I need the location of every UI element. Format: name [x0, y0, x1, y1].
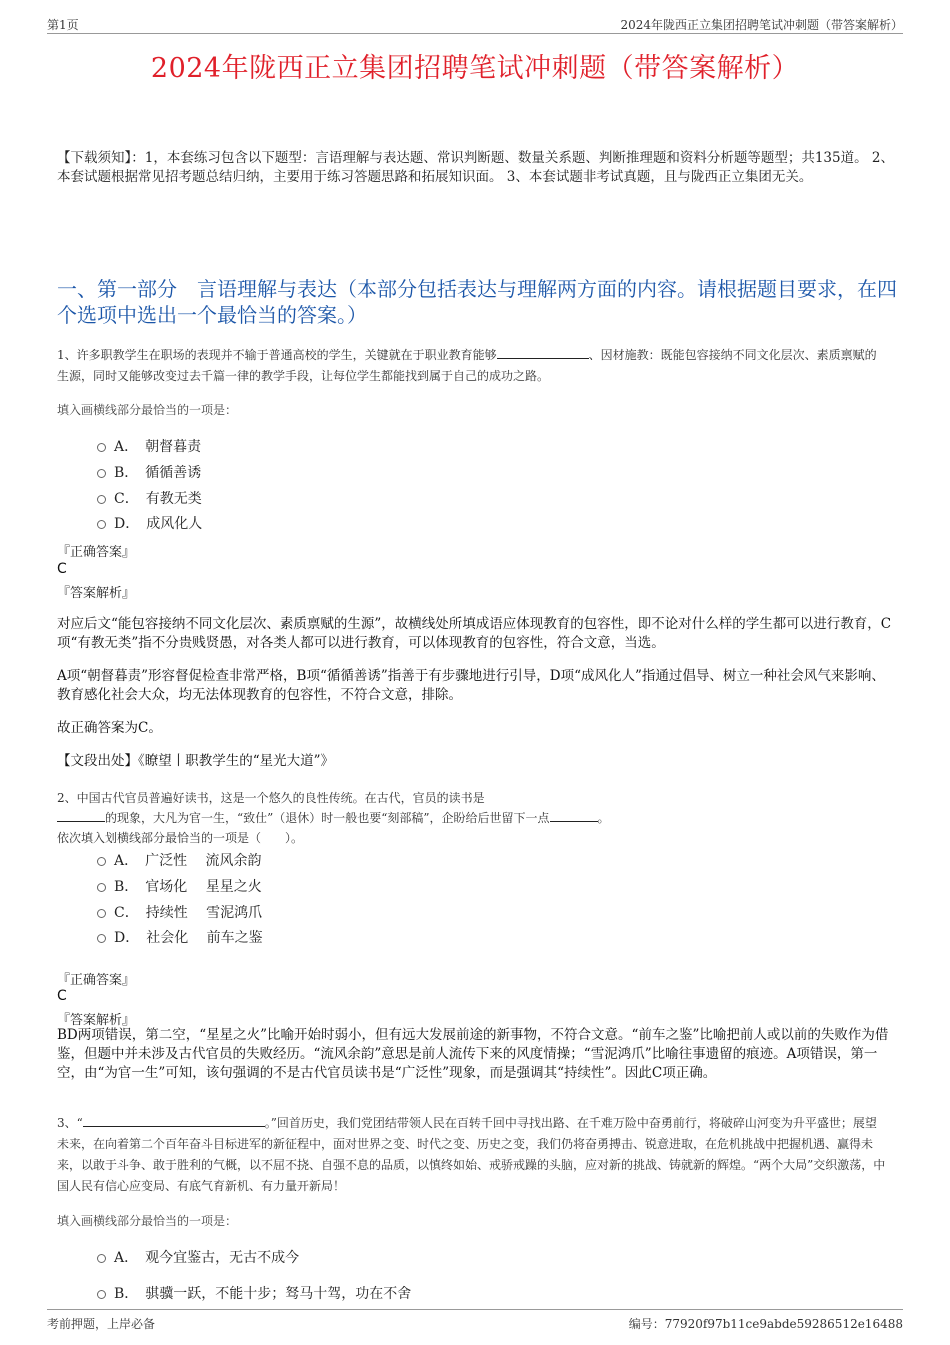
- q2-option-a[interactable]: A． 广泛性 流风余韵: [97, 850, 262, 870]
- q2-analysis: BD两项错误，第二空，“星星之火”比喻开始时弱小，但有远大发展前途的新事物，不符合文意。“前车之鉴”比喻把前人或以前的失败作为借鉴，但题中并未涉及古代官员的失败经历。“流风余韵”意思是前人流传下来的风度情操；“雪泥鸿爪”比喻往事遗留的痕迹。A项错误，第一空，由“为官一生”可知，该句强调的不是古代官员读书是“广泛性”现象，而是强调其“持续性”。因此C项正确。: [57, 1027, 889, 1081]
- radio-icon[interactable]: [97, 909, 106, 918]
- radio-icon[interactable]: [97, 1254, 106, 1263]
- q2-line-1: 2、中国古代官员普遍好读书，这是一个悠久的良性传统。在古代，官员的读书是: [57, 791, 485, 805]
- header-doc-title: 2024年陇西正立集团招聘笔试冲刺题（带答案解析）: [620, 18, 903, 32]
- q1-hint: 填入画横线部分最恰当的一项是：: [57, 403, 238, 417]
- q2-analysis-label: 『答案解析』: [57, 1013, 136, 1028]
- radio-icon[interactable]: [97, 1290, 106, 1299]
- fill-blank: [550, 810, 598, 822]
- question-2-text: 2、中国古代官员普遍好读书，这是一个悠久的良性传统。在古代，官员的读书是 的现象，大凡为官一生，“致仕”（退休）时一般也要“刻部稿”，企盼给后世留下一点 。 依次填入划横线部分最恰当的一项是（ ）。: [57, 788, 887, 848]
- fill-blank: [83, 1115, 265, 1127]
- fill-blank: [497, 347, 589, 359]
- page-footer: [47, 1309, 903, 1331]
- radio-icon[interactable]: [97, 443, 106, 452]
- q1-answer-label: 『正确答案』: [57, 545, 136, 560]
- footer-slogan: 考前押题，上岸必备: [47, 1317, 156, 1331]
- radio-icon[interactable]: [97, 857, 106, 866]
- q2-line-2: 的现象，大凡为官一生，“致仕”（退休）时一般也要“刻部稿”，企盼给后世留下一点: [105, 811, 550, 825]
- q1-analysis-1: 对应后文“能包容接纳不同文化层次、素质禀赋的生源”，故横线处所填成语应体现教育的包容性，即不论对什么样的学生都可以进行教育，C项“有教无类”指不分贵贱贤愚，对各类人都可以进行教育，可以体现教育的包容性，符合文意，当选。: [57, 616, 892, 651]
- radio-icon[interactable]: [97, 934, 106, 943]
- footer-doc-id: 编号：77920f97b11ce9abde59286512e16488: [628, 1317, 903, 1331]
- radio-icon[interactable]: [97, 883, 106, 892]
- radio-icon[interactable]: [97, 495, 106, 504]
- q2-option-b[interactable]: B． 官场化 星星之火: [97, 876, 262, 896]
- q3-option-a[interactable]: A． 观今宜鉴古，无古不成今: [97, 1247, 299, 1267]
- q1-text-part-a: 1、许多职教学生在职场的表现并不输于普通高校的学生，关键就在于职业教育能够: [57, 348, 497, 362]
- q2-hint: 依次填入划横线部分最恰当的一项是（ ）。: [57, 831, 304, 845]
- question-3-text: [57, 1113, 887, 1197]
- q1-source: 【文段出处】《瞭望丨职教学生的“星光大道”》: [57, 753, 335, 769]
- q1-option-d[interactable]: D． 成风化人: [97, 513, 202, 533]
- q2-option-d[interactable]: D． 社会化 前车之鉴: [97, 927, 263, 947]
- page-header: [47, 14, 903, 34]
- download-notice: 【下载须知】：1，本套练习包含以下题型：言语理解与表达题、常识判断题、数量关系题、判断推理题和资料分析题等题型；共135道。 2、本套试题根据常见招考题总结归纳，主要用于练习答题思路和拓展知识面。 3、本套试题非考试真题，且与陇西正立集团无关。: [57, 150, 894, 185]
- q3-text-part-b: 。”回首历史，我们党团结带领人民在百转千回中寻找出路、在千难万险中奋勇前行，将破碎山河变为升平盛世；展望未来，在向着第二个百年奋斗目标进军的新征程中，面对世界之变、时代之变、历史之变，我们仍将奋勇搏击、锐意进取，在危机挑战中把握机遇、赢得未来，以敢于斗争、敢于胜利的气概，以不屈不挠、自强不息的品质，以慎终如始、戒骄戒躁的头脑，应对新的挑战、铸就新的辉煌。“两个大局”交织激荡，中国人民有信心应变局、有底气育新机、有力量开新局！: [57, 1116, 886, 1193]
- radio-icon[interactable]: [97, 469, 106, 478]
- q1-analysis-3: 故正确答案为C。: [57, 720, 162, 736]
- q1-option-b[interactable]: B． 循循善诱: [97, 462, 201, 482]
- q1-text-part-b: 、因材施教：既能包容接纳不同文化层次、素质禀赋的生源，同时又能够改变过去千篇一律的教学手段，让每位学生都能找到属于自己的成功之路。: [57, 348, 877, 383]
- question-1-text: [57, 345, 887, 387]
- page-number: 第1页: [47, 18, 79, 32]
- q1-option-c[interactable]: C． 有教无类: [97, 488, 202, 508]
- q1-analysis-label: 『答案解析』: [57, 586, 136, 601]
- section-title: 一、第一部分 言语理解与表达（本部分包括表达与理解两方面的内容。请根据题目要求，在四个选项中选出一个最恰当的答案。）: [57, 277, 897, 327]
- q3-option-b[interactable]: B． 骐骥一跃，不能十步；驽马十驾，功在不舍: [97, 1283, 411, 1303]
- q3-text-part-a: 3、“: [57, 1116, 83, 1130]
- q3-hint: 填入画横线部分最恰当的一项是：: [57, 1214, 238, 1228]
- q1-answer: C: [57, 561, 67, 577]
- page-title: 2024年陇西正立集团招聘笔试冲刺题（带答案解析）: [150, 53, 800, 84]
- q1-analysis-2: A项“朝督暮责”形容督促检查非常严格，B项“循循善诱”指善于有步骤地进行引导，D项“成风化人”指通过倡导、树立一种社会风气来影响、教育感化社会大众，均无法体现教育的包容性，不符合文意，排除。: [57, 668, 885, 703]
- radio-icon[interactable]: [97, 520, 106, 529]
- q1-option-a[interactable]: A． 朝督暮责: [97, 436, 201, 456]
- fill-blank: [57, 810, 105, 822]
- q2-option-c[interactable]: C． 持续性 雪泥鸿爪: [97, 902, 262, 922]
- q2-answer-label: 『正确答案』: [57, 973, 136, 988]
- q2-answer: C: [57, 988, 67, 1004]
